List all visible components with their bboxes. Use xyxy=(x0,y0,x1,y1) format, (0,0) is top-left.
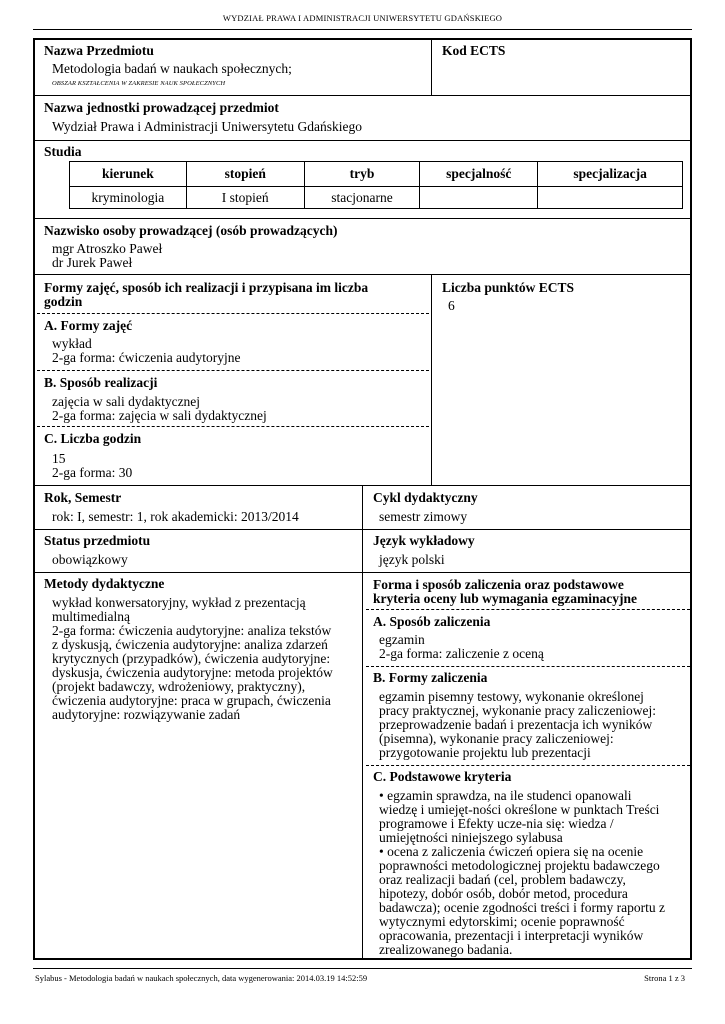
studies-header: tryb xyxy=(304,162,420,187)
year-value: rok: I, semestr: 1, rok akademicki: 2013/2014 xyxy=(52,509,299,524)
ects-points-value: 6 xyxy=(448,298,455,313)
sub-divider xyxy=(366,666,690,667)
teachers-label: Nazwisko osoby prowadzącej (osób prowadzących) xyxy=(44,223,338,238)
forms-label: Formy zajęć, sposób ich realizacji i przypisana im liczba xyxy=(44,280,369,295)
assessment-b-label: B. Formy zaliczenia xyxy=(373,670,488,685)
forms-b-line: zajęcia w sali dydaktycznej xyxy=(52,394,201,409)
divider xyxy=(431,38,432,96)
course-name-value: Metodologia badań w naukach społecznych; xyxy=(52,61,292,76)
methods-line: (projekt badawczy, wdrożeniowy, praktyczny), xyxy=(52,679,306,694)
assessment-label: Forma i sposób zaliczenia oraz podstawowe xyxy=(373,577,624,592)
sub-divider xyxy=(37,426,429,427)
education-area: OBSZAR KSZTAŁCENIA W ZAKRESIE NAUK SPOŁECZNYCH xyxy=(52,80,226,87)
methods-line: multimedialną xyxy=(52,609,130,624)
year-label: Rok, Semestr xyxy=(44,490,122,505)
forms-c-label: C. Liczba godzin xyxy=(44,431,142,446)
assessment-b-line: pracy praktycznej, wykonanie pracy zaliczeniowej: xyxy=(379,703,656,718)
forms-b-label: B. Sposób realizacji xyxy=(44,375,158,390)
cycle-label: Cykl dydaktyczny xyxy=(373,490,478,505)
methods-label: Metody dydaktyczne xyxy=(44,576,165,591)
forms-b-line: 2-ga forma: zajęcia w sali dydaktycznej xyxy=(52,408,267,423)
criteria-line: poprawności metodologicznej projektu badawczego xyxy=(379,858,660,873)
sub-divider xyxy=(37,313,429,314)
assessment-c-label: C. Podstawowe kryteria xyxy=(373,769,512,784)
status-value: obowiązkowy xyxy=(52,552,128,567)
header-rule xyxy=(33,29,692,30)
sub-divider xyxy=(366,609,690,610)
methods-line: audytoryjne: rozwiązywanie zadań xyxy=(52,707,241,722)
page-header: WYDZIAŁ PRAWA I ADMINISTRACJI UNIWERSYTETU GDAŃSKIEGO xyxy=(222,13,503,23)
criteria-line: • egzamin sprawdza, na ile studenci opanowali xyxy=(379,788,632,803)
ects-points-label: Liczba punktów ECTS xyxy=(442,280,575,295)
forms-label-cont: godzin xyxy=(44,294,83,309)
sub-divider xyxy=(366,765,690,766)
forms-a-line: wykład xyxy=(52,336,92,351)
criteria-line: programowe i Efekty ucze-nia się: wiedza / xyxy=(379,816,614,831)
criteria-line: wiedzę i umiejęt-ności określone w punktach Treści xyxy=(379,802,660,817)
divider xyxy=(33,218,692,219)
studies-header: specjalizacja xyxy=(538,162,683,187)
unit-value: Wydział Prawa i Administracji Uniwersytetu Gdańskiego xyxy=(52,119,362,134)
course-name-label: Nazwa Przedmiotu xyxy=(44,43,154,58)
language-value: język polski xyxy=(379,552,445,567)
criteria-line: wytycznymi edytorskimi; ocenie poprawność xyxy=(379,914,625,929)
methods-line: dyskusja, ćwiczenia audytoryjne: metoda projektów xyxy=(52,665,333,680)
divider xyxy=(431,274,432,486)
studies-cell: I stopień xyxy=(186,187,304,209)
criteria-line: opracowania, prezentacji i interpretacji wyników xyxy=(379,928,644,943)
forms-c-line: 15 xyxy=(52,451,66,466)
criteria-line: zrealizowanego badania. xyxy=(379,942,513,957)
assessment-label-cont: kryteria oceny lub wymagania egzaminacyjne xyxy=(373,591,637,606)
assessment-b-line: przeprowadzenie badań i prezentacja ich wyników xyxy=(379,717,653,732)
criteria-line: badawcza); ocenie zgodności treści i formy raportu z xyxy=(379,900,665,915)
methods-line: 2-ga forma: ćwiczenia audytoryjne: analiza tekstów xyxy=(52,623,332,638)
assessment-b-line: (pisemna), wykonanie pracy zaliczeniowej: xyxy=(379,731,614,746)
forms-a-label: A. Formy zajęć xyxy=(44,318,133,333)
studies-cell: kryminologia xyxy=(70,187,187,209)
teacher-name: dr Jurek Paweł xyxy=(52,255,133,270)
methods-line: ćwiczenia audytoryjne: praca w grupach, ćwiczenia xyxy=(52,693,331,708)
studies-table xyxy=(69,161,683,209)
methods-line: wykład konwersatoryjny, wykład z prezentacją xyxy=(52,595,306,610)
studies-cell xyxy=(420,187,538,209)
divider xyxy=(33,274,692,275)
divider xyxy=(33,95,692,96)
sub-divider xyxy=(37,370,429,371)
ects-code-label: Kod ECTS xyxy=(442,43,506,58)
divider xyxy=(362,485,363,960)
assessment-a-label: A. Sposób zaliczenia xyxy=(373,614,491,629)
unit-label: Nazwa jednostki prowadzącej przedmiot xyxy=(44,100,279,115)
studies-header: stopień xyxy=(186,162,304,187)
forms-a-line: 2-ga forma: ćwiczenia audytoryjne xyxy=(52,350,241,365)
assessment-a-line: egzamin xyxy=(379,632,425,647)
studies-cell: stacjonarne xyxy=(304,187,420,209)
studies-header: kierunek xyxy=(70,162,187,187)
footer-info: Sylabus - Metodologia badań w naukach społecznych, data wygenerowania: 2014.03.19 14:52:59 xyxy=(35,973,368,983)
criteria-line: oraz realizacji badań (cel, problem badawczy, xyxy=(379,872,626,887)
cycle-value: semestr zimowy xyxy=(379,509,468,524)
forms-c-line: 2-ga forma: 30 xyxy=(52,465,133,480)
studies-cell xyxy=(538,187,683,209)
footer-rule xyxy=(33,968,692,969)
assessment-b-line: przygotowanie projektu lub prezentacji xyxy=(379,745,591,760)
assessment-a-line: 2-ga forma: zaliczenie z oceną xyxy=(379,646,544,661)
divider xyxy=(33,140,692,141)
studies-label: Studia xyxy=(44,144,82,159)
language-label: Język wykładowy xyxy=(373,533,475,548)
teacher-name: mgr Atroszko Paweł xyxy=(52,241,163,256)
studies-header: specjalność xyxy=(420,162,538,187)
methods-line: z dyskusją, ćwiczenia audytoryjne: analiza zdarzeń xyxy=(52,637,328,652)
methods-line: krytycznych (przypadków), ćwiczenia audytoryjne: xyxy=(52,651,331,666)
criteria-line: umiejętności niniejszego sylabusa xyxy=(379,830,563,845)
criteria-line: hipotezy, dobór osób, dobór metod, procedura xyxy=(379,886,628,901)
status-label: Status przedmiotu xyxy=(44,533,151,548)
criteria-line: • ocena z zaliczenia ćwiczeń opiera się na ocenie xyxy=(379,844,644,859)
assessment-b-line: egzamin pisemny testowy, wykonanie określonej xyxy=(379,689,644,704)
page-number: Strona 1 z 3 xyxy=(644,973,685,983)
